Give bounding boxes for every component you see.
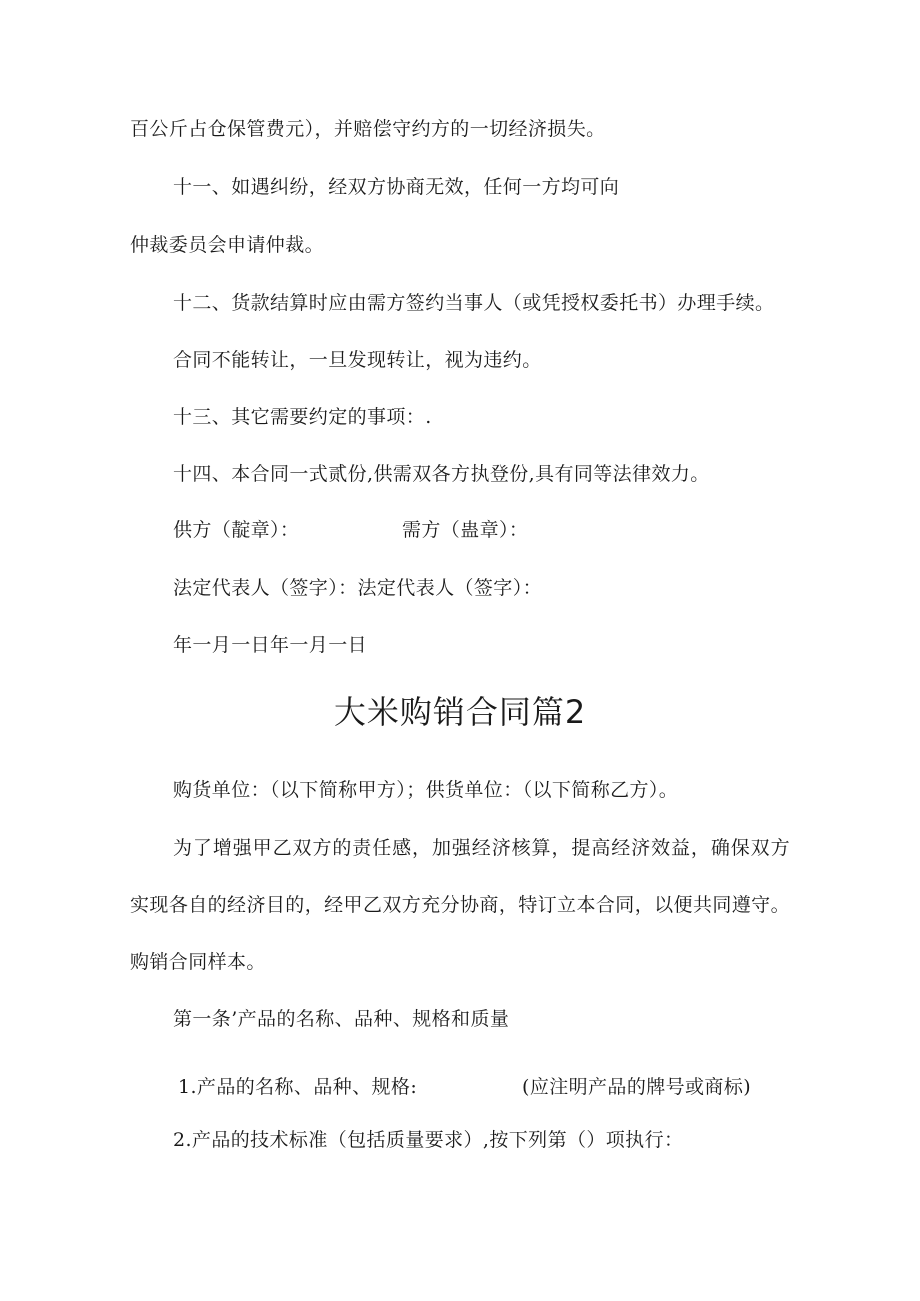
article-one-heading: 第一条’产品的名称、品种、规格和质量	[173, 1008, 510, 1030]
preamble-line-1: 为了增强甲乙双方的责任感，加强经济核算，提高经济效益，确保双方	[173, 837, 790, 859]
section-title: 大米购销合同篇2	[333, 693, 587, 731]
clause-eleven: 十一、如遇纠纷，经双方协商无效，任何一方均可向	[173, 176, 620, 198]
signature-buyer: 需方（蛊章）：	[402, 519, 529, 541]
clause-eleven-continued: 仲裁委员会申请仲裁。	[130, 234, 325, 256]
item-one-label: 1.产品的名称、品种、规格:	[178, 1076, 418, 1098]
item-two: 2.产品的技术标准（包括质量要求）,按下列第（）项执行：	[173, 1129, 684, 1151]
preamble-line-2: 实现各自的经济目的，经甲乙双方充分协商，特订立本合同，以便共同遵守。	[130, 894, 790, 916]
clause-fourteen: 十四、本合同一式贰份,供需双各方执登份,具有同等法律效力。	[173, 463, 710, 485]
clause-thirteen: 十三、其它需要约定的事项：.	[173, 406, 432, 428]
parties-line: 购货单位：（以下简称甲方）；供货单位：（以下简称乙方）。	[173, 779, 679, 801]
legal-representative-line: 法定代表人（签字）：法定代表人（签字）：	[173, 577, 543, 599]
clause-twelve-transfer: 合同不能转让，一旦发现转让，视为违约。	[173, 349, 542, 371]
clause-twelve: 十二、货款结算时应由需方签约当事人（或凭授权委托书）办理手续。	[173, 292, 775, 314]
item-one-note: (应注明产品的牌号或商标)	[522, 1076, 752, 1098]
signature-supplier: 供方（靛章）：	[173, 519, 300, 541]
preamble-line-3: 购销合同样本。	[130, 951, 266, 973]
paragraph-loss-compensation: 百公斤占仓保管费元），并赔偿守约方的一切经济损失。	[130, 118, 606, 140]
date-line: 年一月一日年一月一日	[173, 634, 368, 656]
